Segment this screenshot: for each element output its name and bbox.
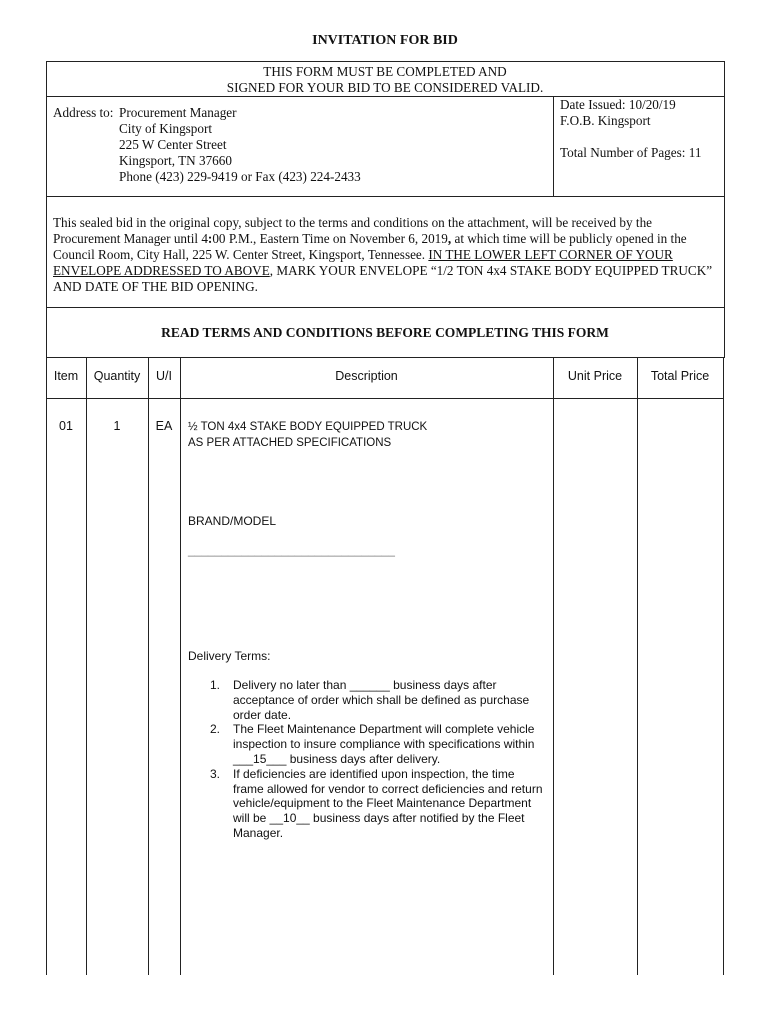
bid-text: This sealed bid in the original copy, subject to the terms and conditions on the attachment, will be received by the Procurement Manager until 4 — [53, 215, 653, 246]
divider — [46, 196, 724, 197]
list-text: If deficiencies are identified upon inspection, the time frame allowed for vendor to correct deficiencies and return vehicle/equipment to the Fleet Maintenance Department will be __10__ business days after notified by the Fleet Manager. — [233, 766, 543, 840]
address-line: 225 W Center Street — [119, 137, 227, 152]
col-line — [86, 357, 87, 975]
divider — [553, 96, 554, 196]
fob: F.O.B. Kingsport — [560, 113, 651, 128]
col-header-ui: U/I — [156, 369, 172, 383]
description-line: AS PER ATTACHED SPECIFICATIONS — [188, 437, 392, 449]
col-line — [637, 357, 638, 975]
bid-text: : — [207, 231, 213, 246]
date-issued: Date Issued: 10/20/19 — [560, 97, 676, 112]
bid-text: 00 P.M., Eastern Time on November 6, 2019 — [212, 231, 448, 246]
total-pages: Total Number of Pages: 11 — [560, 145, 702, 160]
notice-line-1: THIS FORM MUST BE COMPLETED AND — [263, 64, 507, 79]
bid-paragraph — [53, 215, 721, 295]
address-line: Kingsport, TN 37660 — [119, 153, 232, 168]
cell-item: 01 — [59, 419, 73, 433]
bid-text: , MARK YOUR ENVELOPE “1/2 TON 4x4 STAKE BODY EQUIPPED TRUCK” AND DATE OF THE BID OPENING. — [53, 263, 713, 294]
col-line — [46, 357, 47, 975]
col-line — [148, 357, 149, 975]
delivery-terms-label: Delivery Terms: — [188, 649, 271, 663]
list-text: Delivery no later than ______ business days after acceptance of order which shall be defined as purchase order date. — [233, 678, 530, 722]
delivery-terms-list — [188, 678, 548, 841]
address-block — [53, 105, 548, 185]
list-item — [188, 767, 548, 841]
cell-description — [188, 419, 550, 451]
col-header-description: Description — [335, 369, 398, 383]
info-block — [560, 97, 725, 161]
list-item — [188, 722, 548, 766]
list-number: 2. — [210, 722, 221, 737]
brand-model-label: BRAND/MODEL — [188, 514, 277, 528]
terms-heading: READ TERMS AND CONDITIONS BEFORE COMPLETING THIS FORM — [161, 325, 609, 340]
form-title: INVITATION FOR BID — [312, 33, 458, 48]
col-line — [180, 357, 181, 975]
col-line — [553, 357, 554, 975]
col-header-total-price: Total Price — [650, 369, 710, 383]
col-header-quantity: Quantity — [93, 369, 141, 383]
description-line: ½ TON 4x4 STAKE BODY EQUIPPED TRUCK — [188, 421, 428, 433]
cell-ui: EA — [155, 419, 173, 433]
col-header-unit-price: Unit Price — [567, 369, 623, 383]
bid-text: , — [447, 231, 452, 246]
bid-text-underlined: IN THE LOWER LEFT CORNER OF YOUR ENVELOPE ADDRESSED TO ABOVE — [53, 247, 673, 278]
address-line: Procurement Manager — [119, 105, 237, 120]
col-line — [723, 357, 724, 975]
bid-text: at which time will be publicly opened in the Council Room, City Hall, 225 W. Center Street, Kingsport, Tennessee. — [53, 231, 687, 262]
address-label: Address to: — [53, 105, 114, 120]
address-line: Phone (423) 229-9419 or Fax (423) 224-2433 — [119, 169, 361, 184]
col-header-item: Item — [53, 369, 79, 383]
list-number: 3. — [210, 766, 221, 781]
brand-model-blank: _______________________________ — [188, 543, 395, 557]
notice-text — [46, 64, 724, 96]
notice-line-2: SIGNED FOR YOUR BID TO BE CONSIDERED VALID. — [226, 80, 544, 95]
list-item — [188, 678, 548, 722]
list-text: The Fleet Maintenance Department will complete vehicle inspection to insure compliance with specifications within ___15___ business days after delivery. — [233, 722, 535, 766]
list-number: 1. — [210, 678, 221, 692]
address-line: City of Kingsport — [119, 121, 213, 136]
cell-quantity: 1 — [113, 419, 121, 433]
